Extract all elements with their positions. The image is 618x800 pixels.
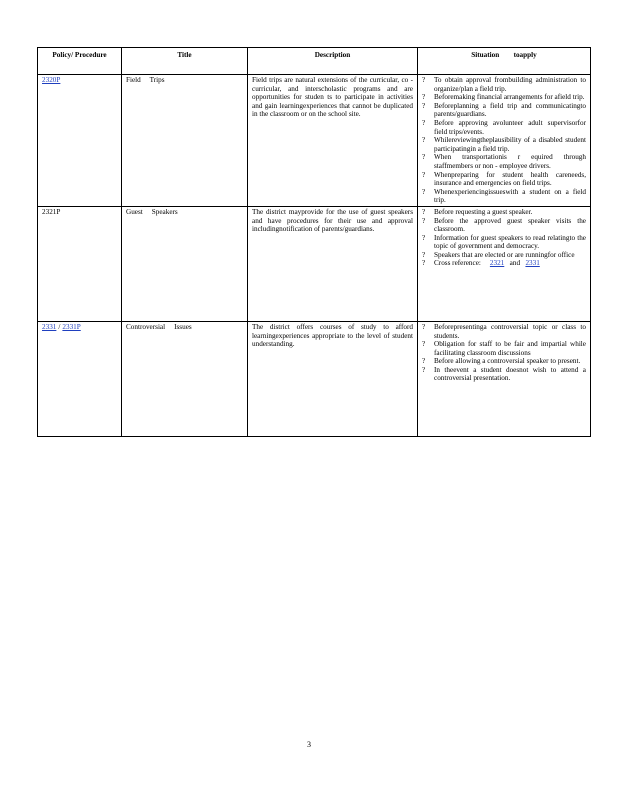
bullet-icon: ?	[422, 216, 426, 225]
bullet-icon: ?	[422, 93, 426, 102]
situation-text: Whilereviewingtheplausibility of a disabled student participatingin a field trip.	[434, 136, 586, 153]
situation-cell	[418, 75, 591, 207]
situation-text: Before the approved guest speaker visits the classroom.	[434, 216, 586, 234]
table-header	[38, 48, 591, 75]
bullet-icon: ?	[422, 76, 426, 84]
header-description: Description	[248, 48, 418, 75]
policy-code-2321p: 2321P	[42, 207, 61, 216]
bullet-icon: ?	[422, 187, 426, 196]
description-cell: The district mayprovide for the use of guest speakers and have procedures for their use and approval includingnotification of parents/guardians.	[248, 206, 418, 321]
cross-ref-link-2321[interactable]: 2321	[489, 259, 505, 268]
list-item	[422, 102, 586, 119]
list-item	[422, 259, 586, 268]
situation-text: Before approving avolunteer adult supervisorfor field trips/events.	[434, 118, 586, 136]
list-item	[422, 188, 586, 205]
situation-text: Obligation for staff to be fair and impartial while facilitating classroom discussions	[434, 340, 586, 357]
policy-link-2331p[interactable]: 2331P	[62, 322, 81, 331]
header-title: Title	[122, 48, 248, 75]
situation-list	[422, 76, 586, 205]
description-cell: The district offers courses of study to afford learningexperiences appropriate to the level of student understanding.	[248, 321, 418, 436]
list-item	[422, 171, 586, 188]
situation-text: Cross reference:	[434, 259, 481, 268]
list-item	[422, 357, 586, 366]
title-cell: Controversial Issues	[122, 321, 248, 436]
bullet-icon: ?	[422, 357, 426, 366]
situation-text: Beforemaking financial arrangements for afield trip.	[434, 93, 585, 102]
cross-ref-joiner: and	[509, 259, 521, 268]
table-row	[38, 206, 591, 321]
policy-cell	[38, 206, 122, 321]
situation-text: When transportationis r equired through staffmembers or non - employee drivers.	[434, 153, 586, 170]
situation-text: Information for guest speakers to read relatingto the topic of government and democracy.	[434, 233, 586, 251]
bullet-icon: ?	[422, 136, 426, 145]
bullet-icon: ?	[422, 365, 426, 374]
title-cell: Field Trips	[122, 75, 248, 207]
list-item	[422, 340, 586, 357]
list-item	[422, 323, 586, 340]
situation-text: Speakers that are elected or are runningfor office	[434, 250, 575, 259]
list-item	[422, 93, 586, 102]
situation-text: Beforeplanning a field trip and communicatingto parents/guardians.	[434, 101, 586, 119]
list-item	[422, 366, 586, 383]
situation-list	[422, 208, 586, 268]
bullet-icon: ?	[422, 259, 426, 268]
bullet-icon: ?	[422, 233, 426, 242]
situation-text: Beforepresentinga controversial topic or class to students.	[434, 322, 586, 340]
code-separator: /	[58, 322, 61, 331]
header-situation: Situation toapply	[418, 48, 591, 75]
policy-link-2320p[interactable]: 2320P	[42, 76, 61, 84]
bullet-icon: ?	[422, 153, 426, 162]
header-policy: Policy/ Procedure	[38, 48, 122, 75]
list-item	[422, 153, 586, 170]
bullet-icon: ?	[422, 118, 426, 127]
situation-cell	[418, 206, 591, 321]
bullet-icon: ?	[422, 250, 426, 259]
list-item	[422, 251, 586, 260]
situation-text: Before allowing a controversial speaker to present.	[434, 357, 581, 366]
bullet-icon: ?	[422, 170, 426, 179]
list-item	[422, 217, 586, 234]
policy-link-2331[interactable]: 2331	[42, 322, 57, 331]
bullet-icon: ?	[422, 340, 426, 349]
bullet-icon: ?	[422, 101, 426, 110]
list-item	[422, 119, 586, 136]
bullet-icon: ?	[422, 207, 426, 216]
policy-cell	[38, 75, 122, 207]
list-item	[422, 234, 586, 251]
situation-text: Whenpreparing for student health careneeds, insurance and emergencies on field trips.	[434, 170, 586, 188]
page-number: 3	[307, 740, 311, 749]
situation-text: Whenexperiencingissueswith a student on a field trip.	[434, 187, 586, 205]
situation-list	[422, 323, 586, 383]
situation-cell	[418, 321, 591, 436]
list-item	[422, 136, 586, 153]
policy-cell	[38, 321, 122, 436]
cross-ref-link-2331[interactable]: 2331	[525, 259, 540, 268]
table-row	[38, 321, 591, 436]
list-item	[422, 76, 586, 93]
list-item	[422, 208, 586, 217]
situation-text: To obtain approval frombuilding administration to organize/plan a field trip.	[434, 76, 586, 93]
situation-text: Before requesting a guest speaker.	[434, 207, 533, 216]
situation-text: In theevent a student doesnot wish to attend a controversial presentation.	[434, 365, 586, 383]
header-row	[38, 48, 591, 75]
title-cell: Guest Speakers	[122, 206, 248, 321]
bullet-icon: ?	[422, 322, 426, 331]
policy-table	[37, 47, 591, 437]
description-cell: Field trips are natural extensions of the curricular, co - curricular, and interscholastic programs and are opportunities for studen ts to participate in activities and gain learningexperiences that cannot be duplicated in the classroom or on the school site.	[248, 75, 418, 207]
table-row	[38, 75, 591, 207]
